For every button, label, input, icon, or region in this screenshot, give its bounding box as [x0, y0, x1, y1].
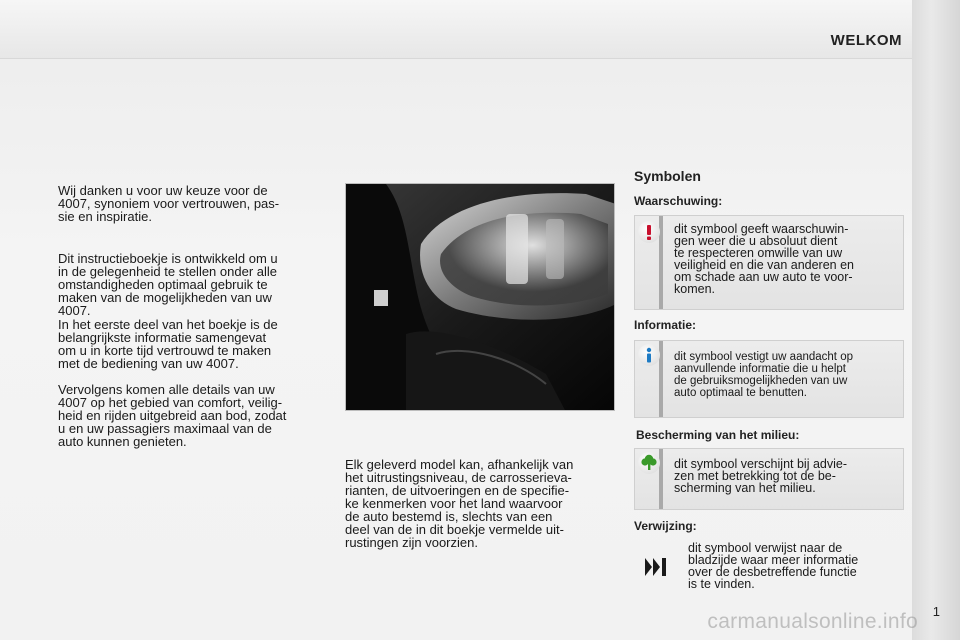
- text-line: over de desbetreffende functie: [688, 565, 857, 579]
- text-line: scherming van het milieu.: [674, 481, 816, 495]
- forward-arrows-icon: [644, 556, 668, 578]
- text-line: te respecteren omwille van uw: [674, 246, 843, 260]
- text-line: sie en inspiratie.: [58, 209, 152, 224]
- text-line: veiligheid en die van anderen en: [674, 258, 854, 272]
- car-front-photo: [345, 183, 615, 411]
- reference-heading: Verwijzing:: [634, 519, 697, 533]
- models-paragraph: [345, 458, 615, 549]
- text-line: gen weer die u absoluut dient: [674, 234, 838, 248]
- text-line: deel van de in dit boekje vermelde uit-: [345, 522, 564, 537]
- text-line: zen met betrekking tot de be-: [674, 469, 836, 483]
- text-line: Dit instructieboekje is ontwikkeld om u: [58, 251, 278, 266]
- car-headlight-illustration: [346, 184, 615, 411]
- text-line: heid en rijden uitgebreid aan bod, zodat: [58, 408, 287, 423]
- page-number: 1: [932, 604, 940, 619]
- text-line: ke kenmerken voor het land waarvoor: [345, 496, 563, 511]
- text-line: u en uw passagiers maximaal van de: [58, 421, 272, 436]
- page-edge-band: [912, 0, 960, 640]
- text-line: de auto bestemd is, slechts van een: [345, 509, 553, 524]
- environment-heading: Bescherming van het milieu:: [636, 428, 800, 442]
- warning-text: [674, 223, 896, 295]
- info-icon: [638, 344, 660, 366]
- warning-exclamation-icon: [638, 221, 660, 243]
- text-line: Vervolgens komen alle details van uw: [58, 382, 275, 397]
- text-line: 4007 op het gebied van comfort, veilig-: [58, 395, 283, 410]
- text-line: met de bediening van uw 4007.: [58, 356, 239, 371]
- text-line: omstandigheden optimaal gebruik te: [58, 277, 268, 292]
- text-line: om schade aan uw auto te voor-: [674, 270, 853, 284]
- page-title: WELKOM: [830, 32, 902, 49]
- text-line: rustingen zijn voorzien.: [345, 535, 478, 550]
- text-line: om u in korte tijd vertrouwd te maken: [58, 343, 272, 358]
- warning-heading: Waarschuwing:: [634, 194, 723, 208]
- text-line: aanvullende informatie die u helpt: [674, 363, 846, 375]
- text-line: Wij danken u voor uw keuze voor de: [58, 183, 268, 198]
- text-line: 4007.: [58, 303, 91, 318]
- text-line: het uitrustingsniveau, de carrosserieva-: [345, 470, 572, 485]
- reference-text: [688, 542, 898, 590]
- text-line: dit symbool verwijst naar de: [688, 541, 843, 555]
- intro-paragraph-4: [58, 383, 326, 448]
- text-line: komen.: [674, 282, 715, 296]
- text-line: auto kunnen genieten.: [58, 434, 187, 449]
- text-line: dit symbool geeft waarschuwin-: [674, 222, 849, 236]
- info-text: [674, 351, 896, 399]
- text-line: 4007, synoniem voor vertrouwen, pas-: [58, 196, 280, 211]
- intro-paragraph-2: [58, 252, 326, 317]
- environment-text: [674, 458, 896, 494]
- text-line: de gebruiksmogelijkheden van uw: [674, 375, 848, 387]
- text-line: rianten, de uitvoeringen en de specifie-: [345, 483, 570, 498]
- symbols-title: Symbolen: [634, 168, 701, 184]
- watermark: carmanualsonline.info: [707, 610, 918, 633]
- text-line: auto optimaal te benutten.: [674, 387, 807, 399]
- text-line: in de gelegenheid te stellen onder alle: [58, 264, 278, 279]
- info-heading: Informatie:: [634, 318, 697, 332]
- text-line: maken van de mogelijkheden van uw: [58, 290, 272, 305]
- intro-paragraph-1: [58, 184, 326, 223]
- intro-paragraph-3: [58, 318, 326, 370]
- text-line: dit symbool vestigt uw aandacht op: [674, 351, 853, 363]
- text-line: Elk geleverd model kan, afhankelijk van: [345, 457, 574, 472]
- text-line: bladzijde waar meer informatie: [688, 553, 859, 567]
- tree-icon: [638, 452, 660, 474]
- text-line: belangrijkste informatie samengevat: [58, 330, 267, 345]
- text-line: is te vinden.: [688, 577, 755, 591]
- text-line: dit symbool verschijnt bij advie-: [674, 457, 847, 471]
- text-line: In het eerste deel van het boekje is de: [58, 317, 278, 332]
- header-bar: [0, 0, 960, 59]
